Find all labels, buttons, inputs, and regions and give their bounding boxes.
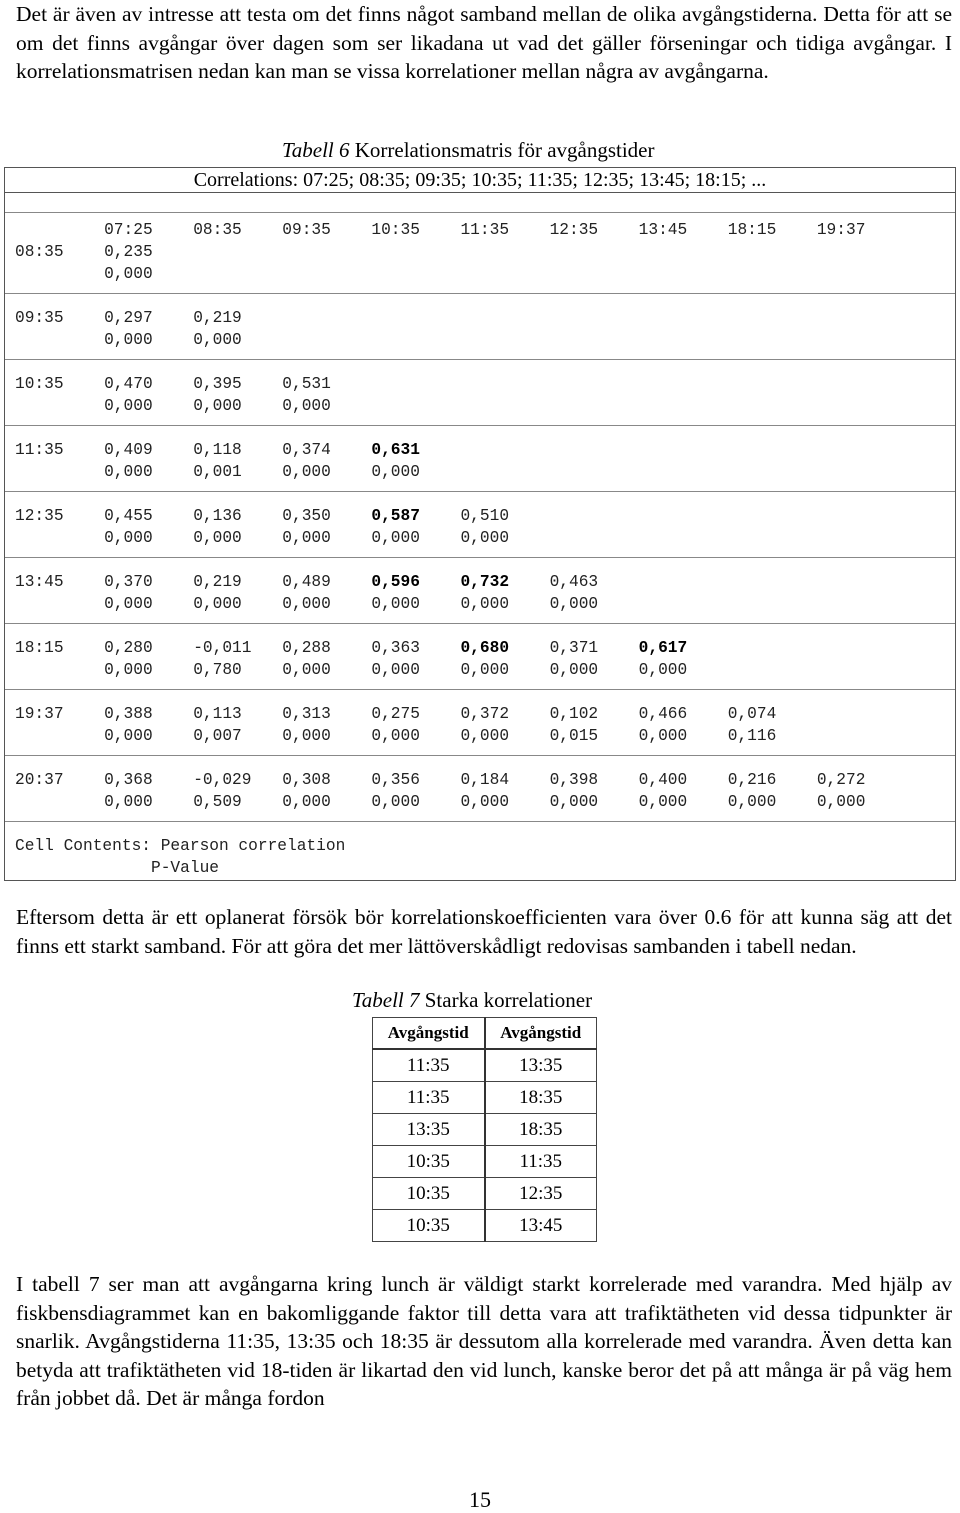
p-value-row bbox=[15, 527, 550, 549]
p-value: 0,000 bbox=[282, 529, 331, 547]
separator-line bbox=[5, 689, 955, 690]
row-label: 20:37 bbox=[15, 771, 64, 789]
correlation-row bbox=[15, 439, 460, 461]
correlation-row bbox=[15, 307, 282, 329]
p-value: 0,000 bbox=[638, 793, 688, 811]
p-value: 0,000 bbox=[104, 529, 153, 547]
correlation-row bbox=[15, 241, 193, 263]
p-value: 0,780 bbox=[193, 661, 242, 679]
row-label: 09:35 bbox=[15, 309, 64, 327]
table-cell: 12:35 bbox=[485, 1178, 597, 1210]
p-value-row bbox=[15, 791, 906, 813]
correlation-value: 0,102 bbox=[549, 705, 599, 723]
page-number: 15 bbox=[469, 1487, 491, 1512]
p-value: 0,000 bbox=[282, 463, 331, 481]
column-header: 09:35 bbox=[282, 221, 331, 239]
correlation-value: 0,219 bbox=[193, 309, 242, 327]
p-value: 0,000 bbox=[460, 595, 510, 613]
final-paragraph: I tabell 7 ser man att avgångarna kring lunch är väldigt starkt korrelerade med varandra. Med hjälp av fiskbensdiagrammet kan en bakomliggande faktor till detta vara att trafiktätheten vid dessa tidpunkter är snarlik. Avgångstiderna 11:35, 13:35 och 18:35 är dessutom alla korrelerade med varandra. Även detta kan betyda att trafiktätheten vid 18-tiden är likartad den vid lunch, kanske beror det på att många är på väg hem från jobbet då. Det är många fordon bbox=[16, 1272, 952, 1411]
correlation-value: 0,136 bbox=[193, 507, 242, 525]
p-value: 0,000 bbox=[104, 463, 153, 481]
p-value-row bbox=[15, 659, 728, 681]
correlation-value: 0,489 bbox=[282, 573, 331, 591]
table-row bbox=[373, 1178, 597, 1210]
table-cell: 10:35 bbox=[373, 1210, 485, 1242]
correlation-value: 0,732 bbox=[460, 573, 510, 591]
correlation-value: 0,074 bbox=[727, 705, 777, 723]
correlation-value: 0,184 bbox=[460, 771, 510, 789]
correlation-value: 0,374 bbox=[282, 441, 331, 459]
p-value: 0,000 bbox=[282, 595, 331, 613]
p-value-row bbox=[15, 263, 193, 285]
correlation-value: 0,219 bbox=[193, 573, 242, 591]
p-value: 0,000 bbox=[371, 529, 420, 547]
column-header: 08:35 bbox=[193, 221, 242, 239]
correlation-value: 0,631 bbox=[371, 441, 420, 459]
table-row bbox=[373, 1082, 597, 1114]
table-cell: 13:45 bbox=[485, 1210, 597, 1242]
table-cell: 11:35 bbox=[373, 1049, 485, 1082]
table-cell: 11:35 bbox=[373, 1082, 485, 1114]
row-label: 08:35 bbox=[15, 243, 64, 261]
separator-line bbox=[5, 821, 955, 822]
separator-line bbox=[5, 557, 955, 558]
p-value-row bbox=[15, 725, 817, 747]
p-value: 0,000 bbox=[282, 397, 331, 415]
correlation-value: 0,288 bbox=[282, 639, 331, 657]
p-value: 0,116 bbox=[727, 727, 777, 745]
correlation-value: 0,297 bbox=[104, 309, 153, 327]
table-cell: 10:35 bbox=[373, 1146, 485, 1178]
correlation-value: -0,011 bbox=[193, 639, 252, 657]
intro-paragraph: Det är även av intresse att testa om det finns något samband mellan de olika avgångstiderna. Detta för att se om det finns avgångar över dagen som ser likadana ut vad det gäller förseningar och tidiga avgångar. I korrelationsmatrisen nedan kan man se vissa korrelationer mellan några av avgångarna. bbox=[16, 2, 952, 84]
p-value: 0,000 bbox=[549, 595, 599, 613]
correlation-value: 0,463 bbox=[549, 573, 599, 591]
p-value: 0,000 bbox=[104, 265, 153, 283]
table-cell: 18:35 bbox=[485, 1114, 597, 1146]
cell-contents-legend: P-Value bbox=[15, 859, 219, 877]
p-value-row bbox=[15, 395, 371, 417]
row-label: 18:15 bbox=[15, 639, 64, 657]
p-value: 0,000 bbox=[371, 595, 420, 613]
p-value: 0,000 bbox=[104, 793, 153, 811]
correlation-output-title: Correlations: 07:25; 08:35; 09:35; 10:35; 11:35; 12:35; 13:45; 18:15; ... bbox=[5, 168, 955, 193]
correlation-value: 0,363 bbox=[371, 639, 420, 657]
correlation-value: 0,455 bbox=[104, 507, 153, 525]
table7-header: Avgångstid bbox=[373, 1018, 485, 1050]
correlation-value: 0,313 bbox=[282, 705, 331, 723]
correlation-value: 0,409 bbox=[104, 441, 153, 459]
correlation-value: 0,368 bbox=[104, 771, 153, 789]
p-value: 0,000 bbox=[371, 661, 420, 679]
correlation-value: 0,400 bbox=[638, 771, 688, 789]
p-value: 0,000 bbox=[638, 727, 688, 745]
p-value: 0,000 bbox=[460, 727, 510, 745]
separator-line bbox=[5, 425, 955, 426]
row-label: 11:35 bbox=[15, 441, 64, 459]
table-row bbox=[373, 1146, 597, 1178]
p-value: 0,000 bbox=[104, 331, 153, 349]
correlation-row bbox=[15, 505, 550, 527]
correlation-value: 0,596 bbox=[371, 573, 420, 591]
correlation-value: 0,531 bbox=[282, 375, 331, 393]
correlation-value: 0,370 bbox=[104, 573, 153, 591]
correlation-value: 0,510 bbox=[460, 507, 510, 525]
p-value: 0,001 bbox=[193, 463, 242, 481]
table-row bbox=[373, 1114, 597, 1146]
p-value: 0,000 bbox=[104, 595, 153, 613]
p-value: 0,000 bbox=[193, 331, 242, 349]
correlation-value: 0,235 bbox=[104, 243, 153, 261]
correlation-value: 0,398 bbox=[549, 771, 599, 789]
cell-contents-legend: Cell Contents: Pearson correlation bbox=[15, 837, 346, 855]
p-value: 0,000 bbox=[371, 463, 420, 481]
middle-paragraph: Eftersom detta är ett oplanerat försök bör korrelationskoefficienten vara över 0.6 för att kunna säg att det finns ett starkt samband. För att göra det mer lättöverskådligt redovisas sambanden i tabell nedan. bbox=[16, 905, 952, 958]
column-header: 10:35 bbox=[371, 221, 420, 239]
table-cell: 11:35 bbox=[485, 1146, 597, 1178]
correlation-value: 0,216 bbox=[727, 771, 777, 789]
correlation-value: 0,470 bbox=[104, 375, 153, 393]
correlation-value: 0,466 bbox=[638, 705, 688, 723]
separator-line bbox=[5, 623, 955, 624]
table7-header-row bbox=[373, 1018, 597, 1050]
correlation-value: 0,371 bbox=[549, 639, 599, 657]
table6-caption bbox=[282, 138, 655, 163]
p-value-row bbox=[15, 593, 639, 615]
column-header: 11:35 bbox=[460, 221, 510, 239]
p-value: 0,000 bbox=[460, 793, 510, 811]
p-value: 0,000 bbox=[104, 661, 153, 679]
separator-line bbox=[5, 755, 955, 756]
table6-caption-label: Tabell 6 bbox=[282, 138, 350, 162]
correlation-value: 0,272 bbox=[816, 771, 866, 789]
correlation-value: 0,113 bbox=[193, 705, 242, 723]
row-label: 19:37 bbox=[15, 705, 64, 723]
correlation-value: 0,372 bbox=[460, 705, 510, 723]
column-header: 13:45 bbox=[638, 221, 688, 239]
column-header: 18:15 bbox=[727, 221, 777, 239]
table7-caption-label: Tabell 7 bbox=[352, 988, 420, 1012]
p-value-row bbox=[15, 461, 460, 483]
table7-caption-text: Starka korrelationer bbox=[419, 988, 593, 1012]
correlation-row bbox=[15, 703, 817, 725]
p-value: 0,000 bbox=[193, 595, 242, 613]
p-value: 0,000 bbox=[371, 727, 420, 745]
table-row bbox=[373, 1049, 597, 1082]
p-value: 0,000 bbox=[282, 661, 331, 679]
p-value: 0,000 bbox=[549, 661, 599, 679]
p-value-row bbox=[15, 329, 282, 351]
table-cell: 10:35 bbox=[373, 1178, 485, 1210]
matrix-header-row bbox=[15, 219, 906, 241]
correlation-output bbox=[4, 167, 956, 881]
column-header: 07:25 bbox=[104, 221, 153, 239]
p-value: 0,000 bbox=[638, 661, 688, 679]
table-cell: 18:35 bbox=[485, 1082, 597, 1114]
correlation-value: 0,388 bbox=[104, 705, 153, 723]
p-value: 0,000 bbox=[460, 529, 510, 547]
correlation-value: -0,029 bbox=[193, 771, 252, 789]
correlation-value: 0,308 bbox=[282, 771, 331, 789]
correlation-value: 0,680 bbox=[460, 639, 510, 657]
p-value: 0,007 bbox=[193, 727, 242, 745]
table-row bbox=[373, 1210, 597, 1242]
p-value: 0,000 bbox=[371, 793, 420, 811]
correlation-value: 0,275 bbox=[371, 705, 420, 723]
correlation-value: 0,350 bbox=[282, 507, 331, 525]
table-cell: 13:35 bbox=[485, 1049, 597, 1082]
separator-line bbox=[5, 491, 955, 492]
p-value: 0,509 bbox=[193, 793, 242, 811]
separator-line bbox=[5, 293, 955, 294]
p-value: 0,000 bbox=[282, 793, 331, 811]
p-value: 0,000 bbox=[193, 529, 242, 547]
p-value: 0,000 bbox=[104, 727, 153, 745]
correlation-value: 0,356 bbox=[371, 771, 420, 789]
p-value: 0,000 bbox=[727, 793, 777, 811]
row-label: 10:35 bbox=[15, 375, 64, 393]
correlation-value: 0,118 bbox=[193, 441, 242, 459]
strong-correlations-table bbox=[372, 1017, 597, 1242]
table-cell: 13:35 bbox=[373, 1114, 485, 1146]
table6-caption-text: Korrelationsmatris för avgångstider bbox=[349, 138, 655, 162]
correlation-row bbox=[15, 571, 639, 593]
row-label: 13:45 bbox=[15, 573, 64, 591]
p-value: 0,000 bbox=[460, 661, 510, 679]
correlation-value: 0,280 bbox=[104, 639, 153, 657]
correlation-row bbox=[15, 637, 728, 659]
correlation-row bbox=[15, 769, 906, 791]
column-header: 19:37 bbox=[816, 221, 866, 239]
p-value: 0,000 bbox=[816, 793, 866, 811]
column-header: 12:35 bbox=[549, 221, 599, 239]
correlation-value: 0,587 bbox=[371, 507, 420, 525]
correlation-value: 0,395 bbox=[193, 375, 242, 393]
p-value: 0,000 bbox=[282, 727, 331, 745]
correlation-value: 0,617 bbox=[638, 639, 688, 657]
p-value: 0,000 bbox=[549, 793, 599, 811]
p-value: 0,015 bbox=[549, 727, 599, 745]
separator-line bbox=[5, 212, 955, 213]
p-value: 0,000 bbox=[104, 397, 153, 415]
correlation-row bbox=[15, 373, 371, 395]
row-label: 12:35 bbox=[15, 507, 64, 525]
p-value: 0,000 bbox=[193, 397, 242, 415]
table7-caption bbox=[352, 988, 592, 1013]
separator-line bbox=[5, 359, 955, 360]
table7-header: Avgångstid bbox=[485, 1018, 597, 1050]
